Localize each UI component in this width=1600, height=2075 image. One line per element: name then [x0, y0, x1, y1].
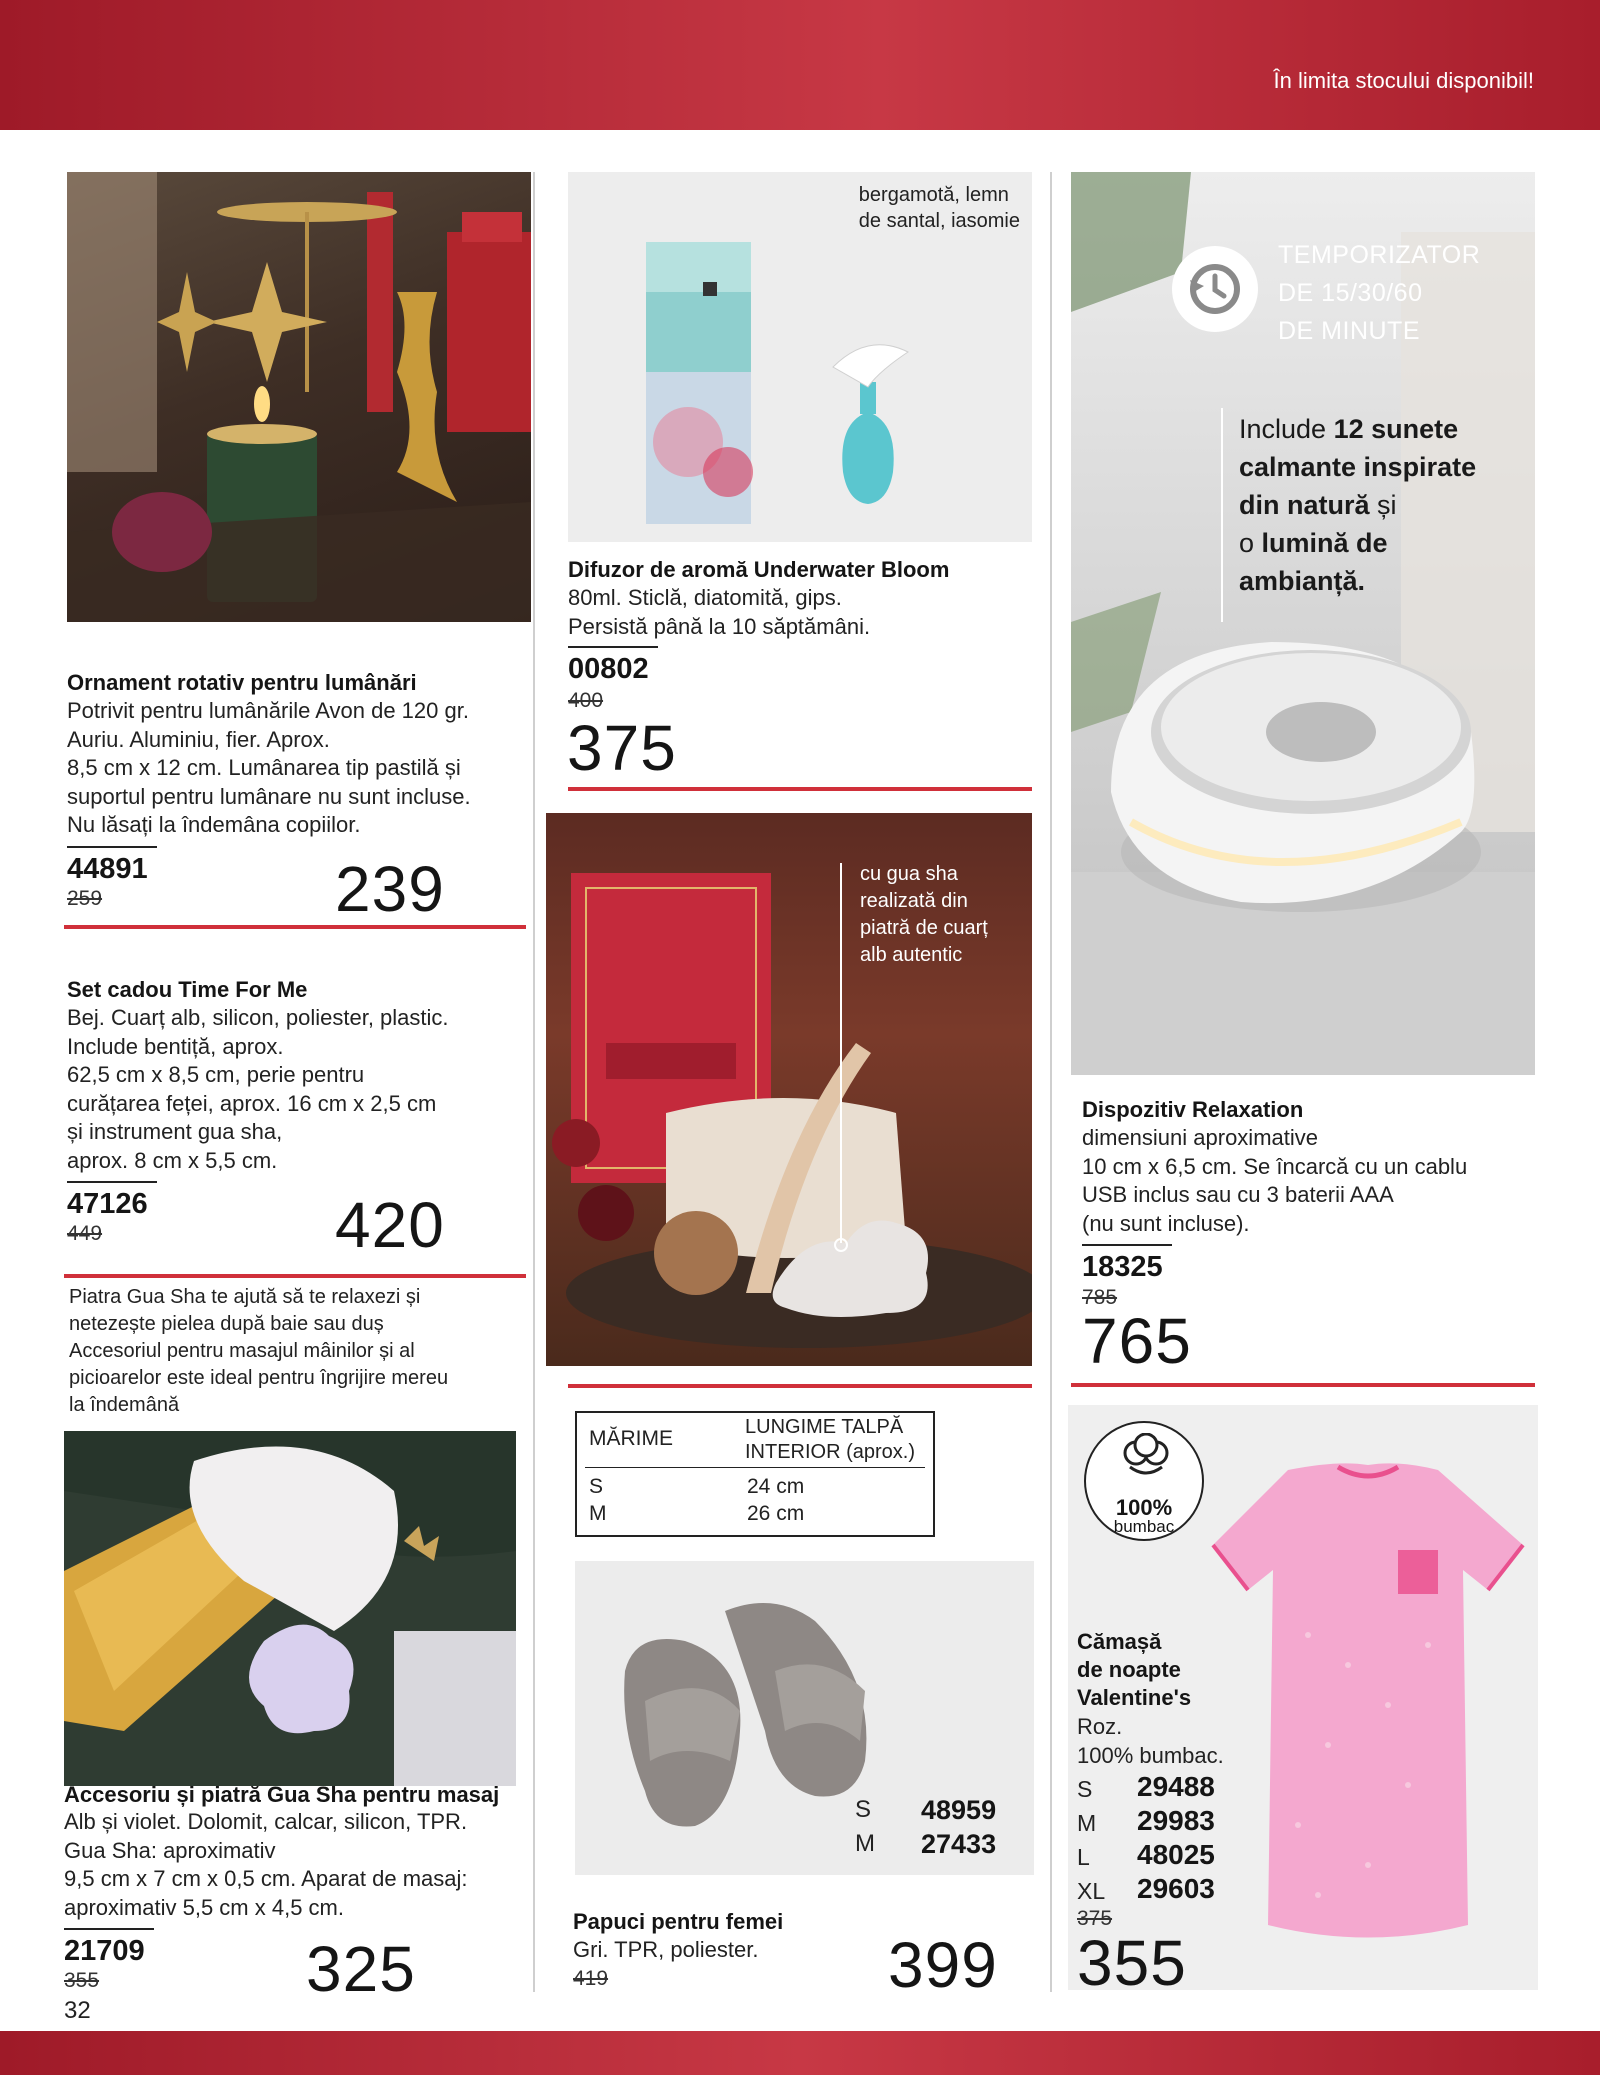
slippers-title: Papuci pentru femei — [573, 1909, 784, 1934]
footer-banner — [0, 2031, 1600, 2075]
timer-text — [1278, 236, 1480, 350]
candle-ornament-old-price: 259 — [67, 887, 103, 910]
feature-text-bold: ambianță. — [1239, 566, 1366, 596]
header-line: LUNGIME TALPĂ — [745, 1416, 904, 1438]
stock-note: În limita stocului disponibil! — [1273, 68, 1534, 93]
size-table — [575, 1411, 935, 1537]
desc-line: Roz. — [1077, 1714, 1123, 1739]
desc-line: USB inclus sau cu 3 baterii AAA — [1082, 1182, 1394, 1207]
section-divider — [64, 925, 526, 929]
table-cell: 24 cm — [747, 1475, 805, 1498]
relaxation-title: Dispozitiv Relaxation — [1082, 1097, 1304, 1122]
feature-text-bold: 12 sunete — [1333, 414, 1459, 444]
variant-size: XL — [1077, 1878, 1106, 1904]
caption-line: realizată din — [860, 890, 968, 912]
cotton-badge-label: bumbac — [1113, 1517, 1175, 1536]
diffuser-old-price: 400 — [568, 689, 604, 712]
title-line: Cămașă — [1077, 1629, 1162, 1654]
feature-bracket-line — [1221, 408, 1223, 622]
desc-line: Include bentiță, aprox. — [67, 1033, 284, 1059]
nightgown-sizes — [1077, 1772, 1105, 1908]
time-for-me-title: Set cadou Time For Me — [67, 977, 308, 1002]
nightgown-title — [1077, 1628, 1191, 1712]
caption-line: piatră de cuarț — [860, 917, 988, 939]
caption-line: cu gua sha — [860, 863, 958, 885]
title-line: Valentine's — [1077, 1685, 1192, 1710]
page-number: 32 — [64, 1997, 91, 2024]
feature-line — [1239, 410, 1476, 448]
slipper-codes — [921, 1793, 996, 1861]
slippers-old-price: 419 — [573, 1967, 609, 1990]
variant-code: 29488 — [1137, 1771, 1215, 1802]
gua-sha-caption — [860, 861, 988, 969]
section-divider — [1071, 1383, 1535, 1387]
timer-line: DE 15/30/60 — [1278, 279, 1423, 307]
variant-code: 29983 — [1137, 1805, 1215, 1836]
desc-line: Bej. Cuarț alb, silicon, poliester, plastic. — [67, 1005, 449, 1030]
caption-line: alb autentic — [860, 944, 963, 966]
time-for-me-description — [67, 1004, 537, 1175]
desc-line: curățarea feței, aprox. 16 cm x 2,5 cm — [67, 1090, 437, 1116]
desc-line: aprox. 8 cm x 5,5 cm. — [67, 1147, 278, 1173]
size-table-header-length — [745, 1415, 915, 1465]
code-underline — [568, 646, 658, 648]
timer-line: DE MINUTE — [1278, 317, 1420, 345]
desc-line: și instrument gua sha, — [67, 1119, 283, 1144]
caption-line: de santal, iasomie — [858, 210, 1020, 232]
massage-accessory-code: 21709 — [64, 1935, 145, 1967]
nightgown-description — [1077, 1713, 1224, 1770]
section-divider — [568, 1384, 1032, 1388]
feature-text-bold: din natură — [1239, 490, 1370, 520]
tip-line: Accesoriul pentru masajul mâinilor și al — [69, 1340, 415, 1362]
feature-line — [1239, 562, 1476, 600]
desc-line: (nu sunt incluse). — [1082, 1210, 1250, 1236]
massage-accessory-title: Accesoriu și piatră Gua Sha pentru masaj — [64, 1782, 500, 1807]
desc-line: suportul pentru lumânare nu sunt incluse. — [67, 783, 471, 809]
header-line: INTERIOR (aprox.) — [745, 1441, 916, 1463]
variant-size: S — [1077, 1776, 1093, 1802]
tip-line: picioarelor este ideal pentru îngrijire mereu — [69, 1367, 449, 1389]
section-divider — [568, 787, 1032, 791]
gua-sha-tip — [69, 1284, 539, 1419]
candle-ornament-code: 44891 — [67, 853, 148, 885]
slippers-price: 399 — [888, 1929, 998, 2001]
diffuser-photo — [568, 172, 1032, 542]
variant-size: L — [1077, 1844, 1090, 1870]
massage-accessory-photo — [64, 1431, 516, 1786]
time-for-me-photo — [546, 813, 1032, 1366]
header-banner — [0, 0, 1600, 130]
feature-line — [1239, 524, 1476, 562]
massage-accessory-old-price: 355 — [64, 1969, 100, 1992]
desc-line: Alb și violet. Dolomit, calcar, silicon, TPR. — [64, 1809, 468, 1834]
candle-ornament-title: Ornament rotativ pentru lumânări — [67, 670, 417, 695]
desc-line: aproximativ 5,5 cm x 4,5 cm. — [64, 1894, 344, 1920]
candle-ornament-price: 239 — [335, 853, 445, 925]
variant-code: 27433 — [921, 1829, 997, 1859]
size-table-lengths — [747, 1473, 804, 1527]
relaxation-description — [1082, 1124, 1552, 1238]
desc-line: Persistă până la 10 săptămâni. — [568, 613, 871, 639]
desc-line: dimensiuni aproximative — [1082, 1125, 1318, 1150]
relaxation-old-price: 785 — [1082, 1286, 1118, 1309]
table-cell: M — [589, 1502, 607, 1525]
tip-line: la îndemână — [69, 1394, 180, 1416]
variant-code: 48959 — [921, 1795, 997, 1825]
nightgown-price: 355 — [1077, 1927, 1187, 1999]
desc-line: Nu lăsați la îndemâna copiilor. — [67, 812, 361, 837]
feature-text-bold: calmante inspirate — [1239, 452, 1477, 482]
diffuser-scent-caption — [859, 182, 1020, 234]
slippers-description: Gri. TPR, poliester. — [573, 1937, 759, 1962]
diffuser-description — [568, 584, 1028, 641]
feature-text: o — [1239, 528, 1262, 558]
tip-line: Piatra Gua Sha te ajută să te relaxezi și — [69, 1286, 421, 1308]
caption-pointer-dot — [834, 1238, 848, 1252]
desc-line: 10 cm x 6,5 cm. Se încarcă cu un cablu — [1082, 1153, 1468, 1179]
cotton-badge-percent: 100% — [1115, 1495, 1173, 1520]
desc-line: Gua Sha: aproximativ — [64, 1837, 276, 1863]
table-cell: 26 cm — [747, 1502, 805, 1525]
variant-size: S — [855, 1796, 872, 1823]
candle-ornament-description — [67, 697, 537, 840]
feature-text-bold: lumină de — [1261, 528, 1388, 558]
desc-line: 80ml. Sticlă, diatomită, gips. — [568, 585, 842, 610]
tip-line: netezește pielea după baie sau duș — [69, 1313, 384, 1335]
diffuser-price: 375 — [567, 712, 677, 784]
code-underline — [1082, 1244, 1172, 1246]
feature-text: și — [1369, 490, 1397, 520]
feature-callout — [1239, 410, 1476, 600]
title-line: de noapte — [1077, 1657, 1181, 1682]
feature-text: Include — [1239, 414, 1334, 444]
nightgown-codes — [1137, 1770, 1215, 1906]
feature-line — [1239, 448, 1476, 486]
caption-line: bergamotă, lemn — [858, 184, 1009, 206]
size-table-header-size: MĂRIME — [589, 1427, 673, 1450]
variant-size: M — [855, 1830, 875, 1857]
slipper-sizes — [855, 1793, 875, 1861]
desc-line: Auriu. Aluminiu, fier. Aprox. — [67, 726, 330, 752]
column-divider — [1050, 172, 1052, 1992]
candle-ornament-photo — [67, 172, 531, 622]
timer-line: TEMPORIZATOR — [1278, 241, 1481, 269]
desc-line: 8,5 cm x 12 cm. Lumânarea tip pastilă și — [67, 755, 461, 780]
cotton-icon — [1120, 1433, 1172, 1481]
size-table-sizes — [589, 1473, 607, 1527]
cotton-badge — [1084, 1421, 1204, 1541]
timer-icon — [1172, 246, 1258, 332]
massage-accessory-description — [64, 1808, 534, 1922]
relaxation-price: 765 — [1082, 1305, 1192, 1377]
relaxation-code: 18325 — [1082, 1251, 1163, 1283]
relaxation-device-photo — [1071, 172, 1535, 1075]
desc-line: Potrivit pentru lumânările Avon de 120 gr. — [67, 698, 469, 723]
diffuser-title: Difuzor de aromă Underwater Bloom — [568, 557, 950, 582]
size-table-rule — [585, 1467, 925, 1468]
desc-line: 62,5 cm x 8,5 cm, perie pentru — [67, 1062, 365, 1087]
time-for-me-old-price: 449 — [67, 1222, 103, 1245]
desc-line: 100% bumbac. — [1077, 1742, 1224, 1768]
code-underline — [67, 1181, 157, 1183]
code-underline — [67, 846, 157, 848]
caption-pointer-line — [840, 863, 842, 1243]
variant-code: 48025 — [1137, 1839, 1215, 1870]
slippers-photo — [575, 1561, 1034, 1875]
desc-line: 9,5 cm x 7 cm x 0,5 cm. Aparat de masaj: — [64, 1866, 468, 1891]
section-divider — [64, 1274, 526, 1278]
diffuser-code: 00802 — [568, 653, 649, 685]
time-for-me-code: 47126 — [67, 1188, 148, 1220]
nightgown-old-price: 375 — [1077, 1907, 1113, 1930]
massage-accessory-price: 325 — [306, 1933, 416, 2005]
variant-code: 29603 — [1137, 1873, 1215, 1904]
variant-size: M — [1077, 1810, 1097, 1836]
table-cell: S — [589, 1475, 604, 1498]
time-for-me-price: 420 — [335, 1189, 445, 1261]
code-underline — [64, 1928, 154, 1930]
feature-line — [1239, 486, 1476, 524]
